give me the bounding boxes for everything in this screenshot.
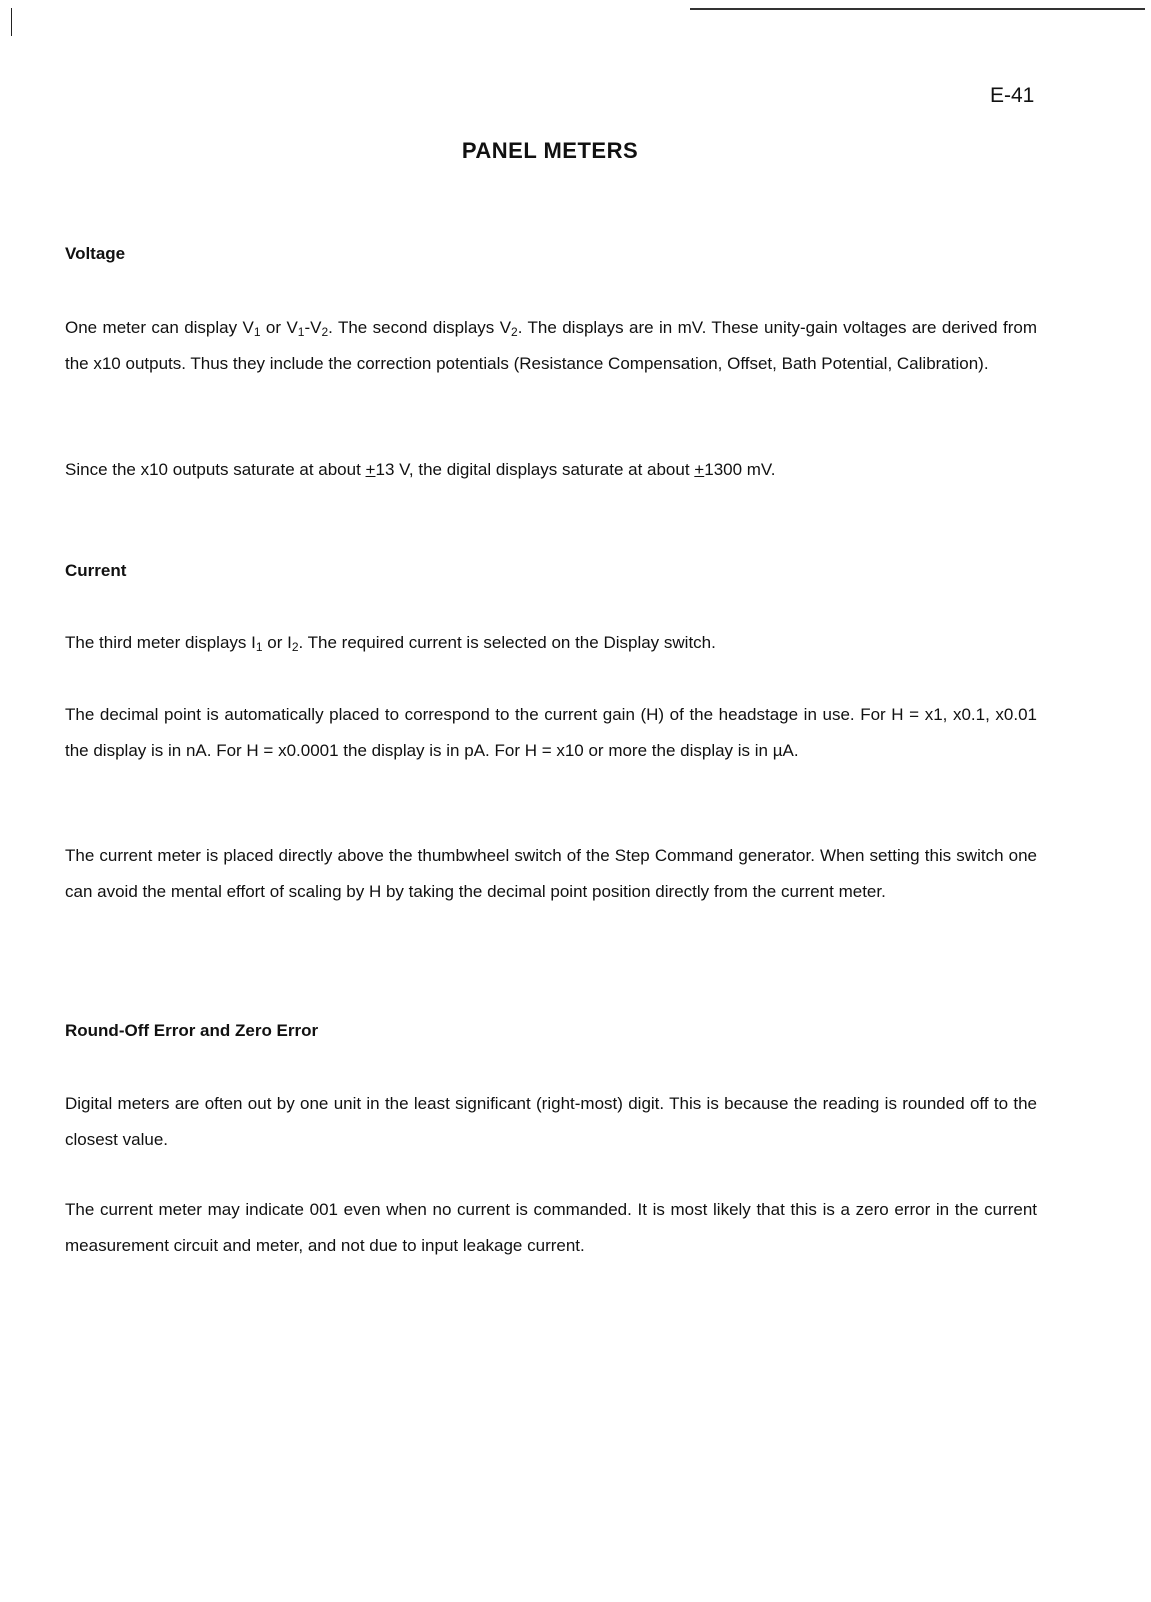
scan-edge-mark bbox=[11, 8, 12, 36]
voltage-paragraph-2 bbox=[65, 452, 1037, 488]
subscript: 1 bbox=[255, 640, 263, 654]
text-run: Since the x10 outputs saturate at about bbox=[65, 460, 366, 479]
plus-minus-sign: + bbox=[694, 460, 705, 479]
text-run: . The displays are in mV. These unity-gain voltages are derived from the x10 outputs. Thus they include the correction potentials (Resistance Compensation, Offset, Bath Potential, Calibration). bbox=[65, 318, 1037, 373]
text-run: or V bbox=[260, 318, 298, 337]
voltage-paragraph-1 bbox=[65, 310, 1037, 381]
current-paragraph-3: The current meter is placed directly above the thumbwheel switch of the Step Command generator. When setting this switch one can avoid the mental effort of scaling by H by taking the decimal point position directly from the current meter. bbox=[65, 846, 1037, 901]
subscript: 2 bbox=[511, 325, 518, 339]
roundoff-paragraph-2: The current meter may indicate 001 even when no current is commanded. It is most likely that this is a zero error in the current measurement circuit and meter, and not due to input leakage current. bbox=[65, 1200, 1037, 1255]
text-run: The third meter displays I bbox=[65, 633, 256, 652]
page-title: PANEL METERS bbox=[461, 138, 639, 163]
heading-voltage: Voltage bbox=[65, 244, 126, 263]
subscript: 2 bbox=[291, 640, 299, 654]
subscript: 1 bbox=[253, 325, 261, 339]
top-rule bbox=[690, 8, 1145, 10]
plus-minus-sign: + bbox=[365, 460, 376, 479]
text-run: . The required current is selected on the Display switch. bbox=[298, 633, 716, 652]
heading-roundoff: Round-Off Error and Zero Error bbox=[65, 1021, 319, 1040]
text-run: -V bbox=[304, 318, 322, 337]
current-paragraph-2: The decimal point is automatically placed to correspond to the current gain (H) of the headstage in use. For H = x1, x0.1, x0.01 the display is in nA. For H = x0.0001 the display is in pA. For H = x10 or more the display is in µA. bbox=[65, 705, 1037, 760]
text-run: 1300 mV. bbox=[704, 460, 776, 479]
roundoff-paragraph-1: Digital meters are often out by one unit in the least significant (right-most) digit. This is because the reading is rounded off to the closest value. bbox=[65, 1094, 1037, 1149]
subscript: 2 bbox=[321, 325, 329, 339]
subscript: 1 bbox=[297, 325, 305, 339]
heading-current: Current bbox=[65, 561, 127, 580]
current-paragraph-1 bbox=[65, 625, 1037, 661]
text-run: . The second displays V bbox=[328, 318, 512, 337]
text-run: 13 V, the digital displays saturate at about bbox=[375, 460, 695, 479]
page-number: E-41 bbox=[990, 84, 1035, 107]
text-run: or I bbox=[262, 633, 292, 652]
text-run: One meter can display V bbox=[65, 318, 254, 337]
